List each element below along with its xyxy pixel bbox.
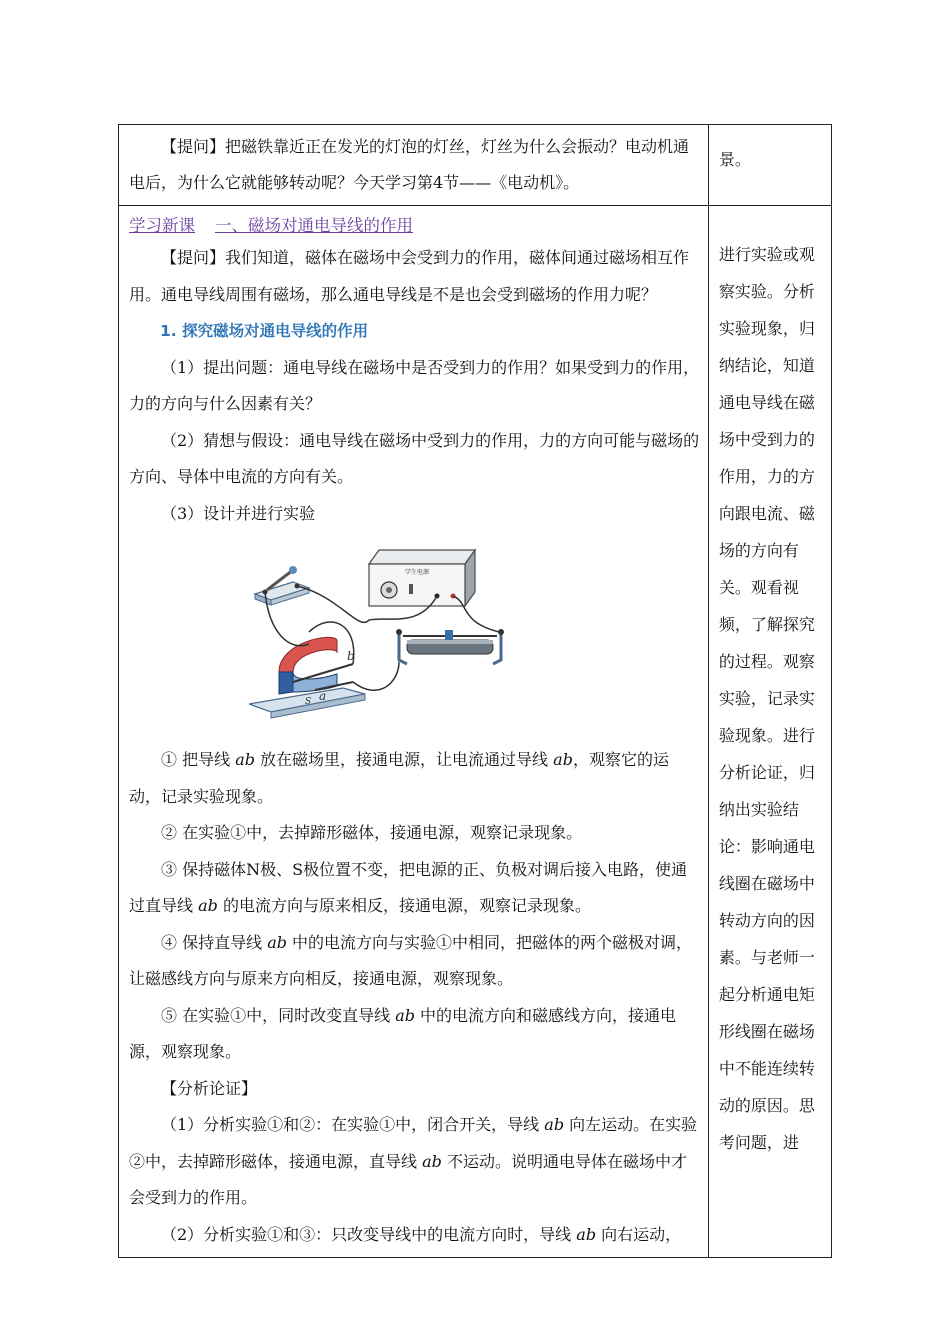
section-title-part-a: 学习新课 (129, 216, 195, 235)
table-row-new-lesson (119, 206, 832, 1258)
section-title (129, 212, 700, 240)
experiment-figure (129, 532, 700, 742)
label-a: a (319, 689, 327, 703)
lesson-table (118, 124, 832, 1258)
horseshoe-magnet-icon (249, 637, 365, 718)
analysis-2-paragraph: （2）分析实验①和③：只改变导线中的电流方向时，导线 ab 向右运动， (161, 1224, 682, 1244)
experiment-3-paragraph: ③ 保持磁体N极、S极位置不变，把电源的正、负极对调后接入电路，使通过直导线 ab 的电流方向与原来相反，接通电源，观察记录现象。 (129, 859, 688, 915)
subheading-explore: 1. 探究磁场对通电导线的作用 (160, 322, 369, 340)
rheostat-icon (396, 629, 504, 664)
question-paragraph: 【提问】我们知道，磁体在磁场中会受到力的作用，磁体间通过磁场相互作用。通电导线周围有磁场，那么通电导线是不是也会受到磁场的作用力呢？ (129, 248, 690, 304)
label-b: b (347, 649, 355, 663)
experiment-1-paragraph: ① 把导线 ab 放在磁场里，接通电源，让电流通过导线 ab，观察它的运动，记录实验现象。 (129, 750, 669, 806)
lesson-side-cell (708, 206, 831, 1258)
experiment-apparatus-illustration (249, 532, 609, 727)
experiment-4-paragraph: ④ 保持直导线 ab 中的电流方向与实验①中相同，把磁体的两个磁极对调，让磁感线方向与原来方向相反，接通电源，观察现象。 (129, 932, 693, 988)
experiment-2-paragraph: ② 在实验①中，去掉蹄形磁体，接通电源，观察记录现象。 (161, 823, 583, 842)
section-title-part-b: 一、磁场对通电导线的作用 (215, 216, 413, 235)
intro-side-cell (708, 125, 831, 206)
lesson-main-cell (119, 206, 709, 1258)
step-1-paragraph: （1）提出问题：通电导线在磁场中是否受到力的作用？如果受到力的作用，力的方向与什么因素有关？ (129, 357, 700, 413)
label-s: S (305, 697, 312, 707)
analysis-title: 【分析论证】 (161, 1078, 258, 1098)
power-supply-label: 学生电源 (404, 569, 430, 576)
intro-main-cell (119, 125, 709, 206)
power-supply-icon (369, 550, 475, 606)
intro-side-text: 景。 (718, 150, 751, 169)
student-activity-text: 进行实验或观察实验。分析实验现象，归纳结论，知道通电导线在磁场中受到力的作用，力的方向跟电流、磁场的方向有关。观看视频，了解探究的过程。观察实验，记录实验现象。进行分析论证，归纳出实验结论：影响通电线圈在磁场中转动方向的因素。与老师一起分析通电矩形线圈在磁场中不能连续转动的原因。思考问题，进 (718, 245, 815, 1152)
analysis-1-paragraph: （1）分析实验①和②：在实验①中，闭合开关，导线 ab 向左运动。在实验②中，去掉蹄形磁体，接通电源，直导线 ab 不运动。说明通电导体在磁场中才会受到力的作用。 (129, 1115, 698, 1207)
table-row-intro (119, 125, 832, 206)
step-3-paragraph: （3）设计并进行实验 (161, 503, 316, 523)
experiment-5-paragraph: ⑤ 在实验①中，同时改变直导线 ab 中的电流方向和磁感线方向，接通电源，观察现象。 (129, 1005, 677, 1061)
switch-icon (255, 566, 309, 605)
step-2-paragraph: （2）猜想与假设：通电导线在磁场中受到力的作用，力的方向可能与磁场的方向、导体中电流的方向有关。 (129, 430, 700, 486)
intro-question-text: 【提问】把磁铁靠近正在发光的灯泡的灯丝，灯丝为什么会振动？电动机通电后，为什么它就能够转动呢？今天学习第4节——《电动机》。 (129, 137, 690, 192)
